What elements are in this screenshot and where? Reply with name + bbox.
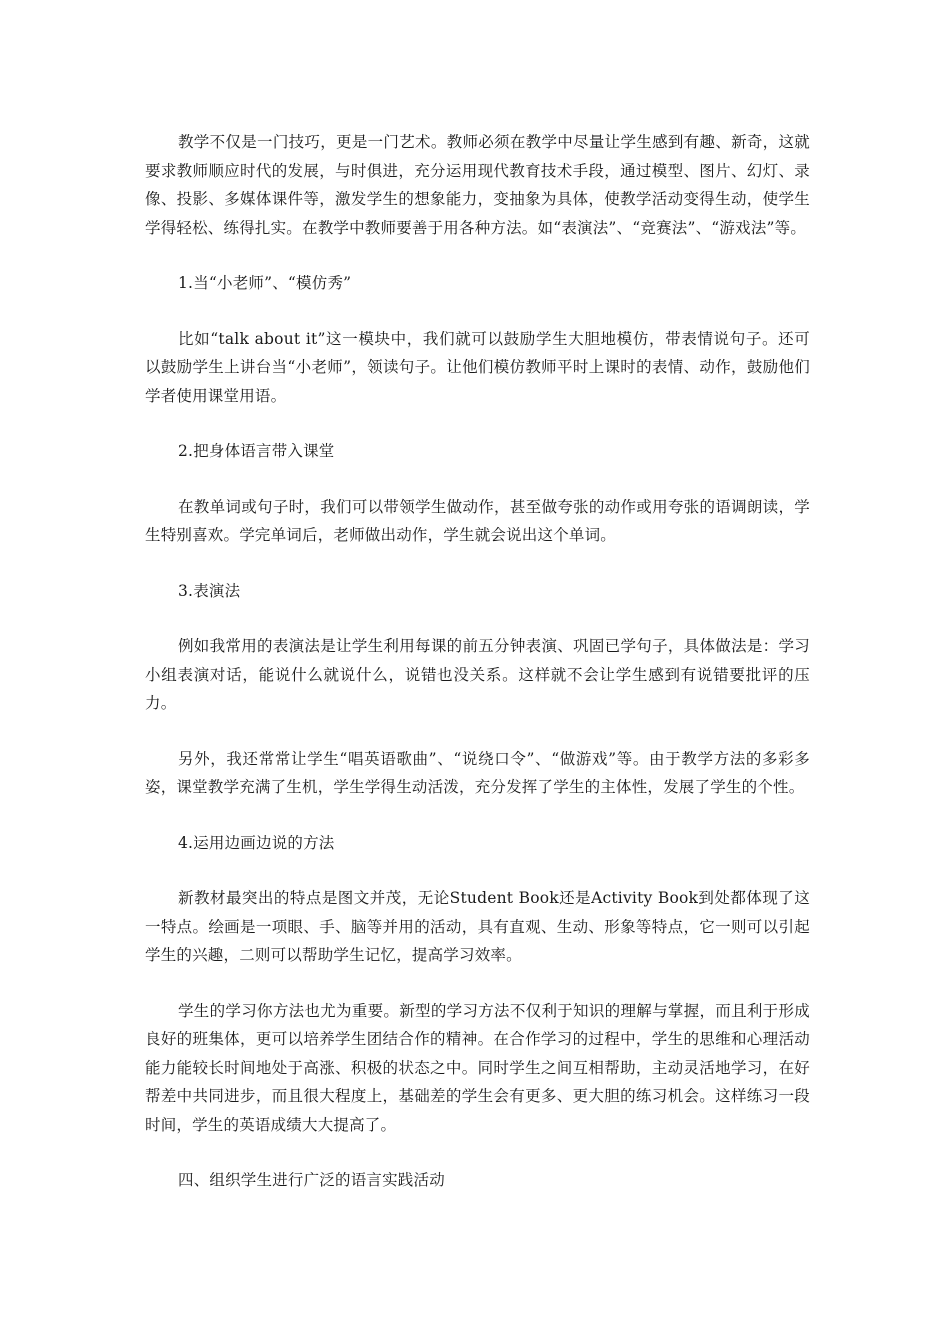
- paragraph-2: 在教单词或句子时，我们可以带领学生做动作，甚至做夸张的动作或用夸张的语调朗读，学生特别喜欢。学完单词后，老师做出动作，学生就会说出这个单词。: [145, 497, 810, 544]
- section-heading-1: 1.当“小老师”、“模仿秀”: [178, 274, 352, 292]
- section-heading-2: 2.把身体语言带入课堂: [178, 442, 335, 460]
- section-heading-4: 4.运用边画边说的方法: [178, 833, 335, 852]
- section-heading-four: 四、组织学生进行广泛的语言实践活动: [178, 1171, 445, 1189]
- section-heading-3: 3.表演法: [178, 581, 241, 600]
- paragraph-4a: 新教材最突出的特点是图文并茂，无论Student Book还是Activity Book到处都体现了这一特点。绘画是一项眼、手、脑等并用的活动，具有直观、生动、形象等特点，它一则可以引起学生的兴趣，二则可以帮助学生记忆，提高学习效率。: [145, 889, 810, 964]
- document-body: [145, 128, 810, 1222]
- paragraph-1: 比如“talk about it”这一模块中，我们就可以鼓励学生大胆地模仿，带表情说句子。还可以鼓励学生上讲台当“小老师”，领读句子。让他们模仿教师平时上课时的表情、动作，鼓励他们学者使用课堂用语。: [145, 329, 810, 405]
- paragraph-3b: 另外，我还常常让学生“唱英语歌曲”、“说绕口令”、“做游戏”等。由于教学方法的多彩多姿，课堂教学充满了生机，学生学得生动活泼，充分发挥了学生的主体性，发展了学生的个性。: [145, 749, 810, 796]
- paragraph-3a: 例如我常用的表演法是让学生利用每课的前五分钟表演、巩固已学句子，具体做法是：学习小组表演对话，能说什么就说什么，说错也没关系。这样就不会让学生感到有说错要批评的压力。: [145, 637, 810, 712]
- paragraph-4b: 学生的学习你方法也尤为重要。新型的学习方法不仅利于知识的理解与掌握，而且利于形成良好的班集体，更可以培养学生团结合作的精神。在合作学习的过程中，学生的思维和心理活动能力能较长时间地处于高涨、积极的状态之中。同时学生之间互相帮助，主动灵活地学习，在好帮差中共同进步，而且很大程度上，基础差的学生会有更多、更大胆的练习机会。这样练习一段时间，学生的英语成绩大大提高了。: [145, 1001, 810, 1134]
- paragraph-intro: 教学不仅是一门技巧，更是一门艺术。教师必须在教学中尽量让学生感到有趣、新奇，这就要求教师顺应时代的发展，与时俱进，充分运用现代教育技术手段，通过模型、图片、幻灯、录像、投影、多媒体课件等，激发学生的想象能力，变抽象为具体，使教学活动变得生动，使学生学得轻松、练得扎实。在教学中教师要善于用各种方法。如“表演法”、“竞赛法”、“游戏法”等。: [145, 133, 810, 237]
